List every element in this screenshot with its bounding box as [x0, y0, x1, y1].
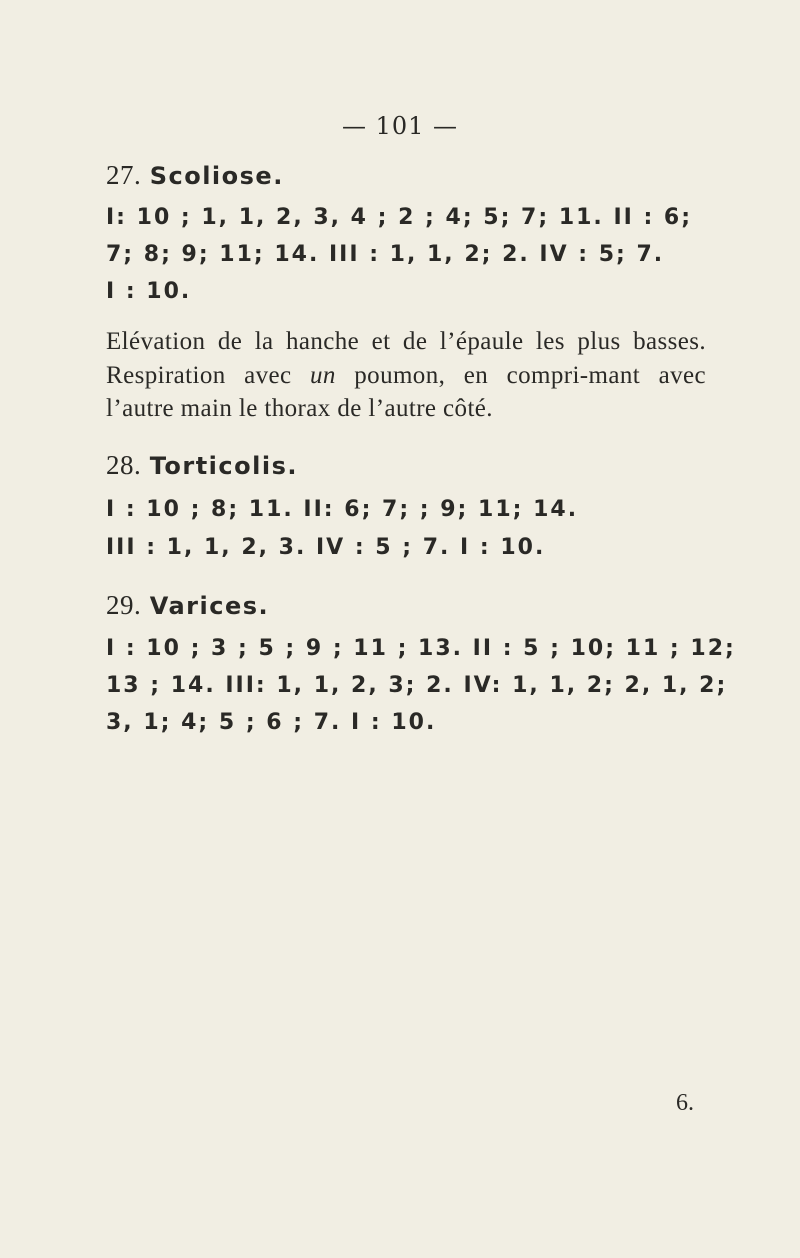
section-name: Torticolis. — [149, 452, 298, 480]
scoliose-line-1: I: 10 ; 1, 1, 2, 3, 4 ; 2 ; 4; 5; 7; 11. II : 6; — [106, 205, 693, 230]
page-number: — 101 — — [341, 112, 459, 140]
varices-line-1: I : 10 ; 3 ; 5 ; 9 ; 11 ; 13. II : 5 ; 10; 11 ; 12; — [106, 636, 736, 661]
paragraph-text-2: poumon, en compri-mant avec l’autre main le thorax de l’autre côté. — [106, 361, 706, 422]
section-number: 28. — [106, 450, 142, 480]
varices-line-3: 3, 1; 4; 5 ; 6 ; 7. I : 10. — [106, 710, 437, 735]
scoliose-line-3: I : 10. — [106, 279, 192, 304]
paragraph-text-1: Elévation de la hanche et de l’épaule les plus basses. Respiration avec — [106, 328, 706, 389]
scoliose-line-2: 7; 8; 9; 11; 14. III : 1, 1, 2; 2. IV : 5; 7. — [106, 242, 665, 267]
section-title-scoliose — [106, 160, 284, 191]
section-name: Scoliose. — [149, 162, 284, 190]
section-title-torticolis — [106, 450, 298, 481]
torticolis-line-1: I : 10 ; 8; 11. II: 6; 7; ; 9; 11; 14. — [106, 497, 579, 522]
scoliose-paragraph — [106, 325, 706, 426]
paragraph-italic: un — [309, 361, 336, 389]
torticolis-line-2: III : 1, 1, 2, 3. IV : 5 ; 7. I : 10. — [106, 535, 546, 560]
varices-line-2: 13 ; 14. III: 1, 1, 2, 3; 2. IV: 1, 1, 2; 2, 1, 2; — [106, 673, 728, 698]
section-number: 29. — [106, 590, 142, 620]
signature-mark: 6. — [676, 1090, 694, 1116]
section-title-varices — [106, 590, 269, 621]
section-number: 27. — [106, 160, 142, 190]
section-name: Varices. — [149, 592, 270, 620]
